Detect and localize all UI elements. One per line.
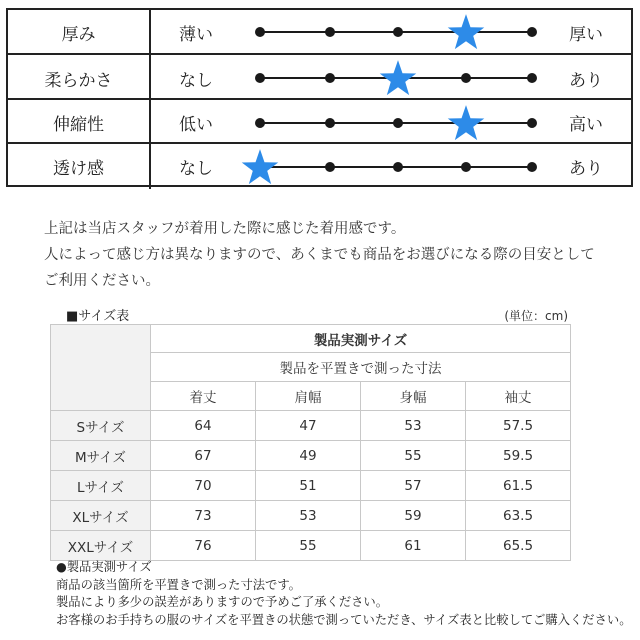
star-marker-icon: [379, 59, 417, 97]
feel-row-high-label: 厚い: [569, 24, 603, 45]
scale-dot: [461, 73, 471, 83]
size-row-label: Sサイズ: [51, 411, 151, 441]
feel-row-label: 厚み: [8, 10, 151, 54]
scale-dot: [325, 73, 335, 83]
size-table-unit: (単位：cm): [504, 309, 568, 323]
scale-dot: [527, 162, 537, 172]
size-cell: 51: [256, 471, 361, 501]
size-cell: 59: [361, 501, 466, 531]
size-cell: 61: [361, 531, 466, 561]
feel-row-high-label: 高い: [569, 115, 603, 135]
star-marker-icon: [447, 13, 485, 51]
size-table-heading: ■サイズ表: [66, 309, 130, 324]
feel-row: [8, 53, 631, 101]
feel-scale: [248, 100, 548, 145]
feel-row-label: 透け感: [8, 144, 151, 189]
size-column-header: 袖丈: [466, 382, 571, 411]
size-row-label: Lサイズ: [51, 471, 151, 501]
size-cell: 63.5: [466, 501, 571, 531]
size-table-subtitle: 製品を平置きで測った寸法: [151, 353, 571, 382]
footnotes: [56, 559, 632, 629]
size-cell: 65.5: [466, 531, 571, 561]
size-cell: 70: [151, 471, 256, 501]
feel-row-low-label: なし: [179, 70, 213, 91]
footnote-line: 製品により多少の誤差がありますので予めご了承ください。: [56, 595, 389, 609]
wear-feel-note: [44, 216, 624, 294]
size-cell: 55: [256, 531, 361, 561]
feel-row-low-label: 薄い: [179, 24, 213, 45]
size-cell: 57.5: [466, 411, 571, 441]
feel-row-high-label: あり: [569, 70, 603, 91]
scale-dot: [527, 27, 537, 37]
size-table: [50, 324, 571, 561]
feel-row: [8, 98, 631, 145]
scale-dot: [325, 27, 335, 37]
size-cell: 61.5: [466, 471, 571, 501]
feel-row-low-label: 低い: [179, 115, 213, 135]
size-cell: 53: [256, 501, 361, 531]
size-cell: 59.5: [466, 441, 571, 471]
feel-scale: [248, 10, 548, 54]
scale-dot: [461, 162, 471, 172]
feel-row-high-label: あり: [569, 159, 603, 179]
scale-dot: [325, 118, 335, 128]
scale-dot: [393, 118, 403, 128]
star-marker-icon: [447, 104, 485, 142]
size-row-label: Mサイズ: [51, 441, 151, 471]
table-row: [51, 501, 571, 531]
footnote-line: ●製品実測サイズ: [56, 560, 152, 574]
table-row: [51, 411, 571, 441]
size-column-header: 着丈: [151, 382, 256, 411]
size-cell: 67: [151, 441, 256, 471]
scale-dot: [255, 27, 265, 37]
size-cell: 76: [151, 531, 256, 561]
feel-row: [8, 10, 631, 54]
size-row-label: XLサイズ: [51, 501, 151, 531]
table-row: [51, 441, 571, 471]
feel-table: [6, 8, 633, 187]
scale-dot: [527, 118, 537, 128]
size-cell: 47: [256, 411, 361, 441]
size-cell: 53: [361, 411, 466, 441]
scale-dot: [393, 162, 403, 172]
size-column-header: 肩幅: [256, 382, 361, 411]
size-row-label: XXLサイズ: [51, 531, 151, 561]
star-marker-icon: [241, 148, 279, 186]
feel-scale: [248, 144, 548, 189]
scale-dot: [325, 162, 335, 172]
table-row: [51, 471, 571, 501]
note-line: ご利用ください。: [44, 273, 160, 289]
feel-row: [8, 142, 631, 189]
size-column-header: 身幅: [361, 382, 466, 411]
scale-dot: [527, 73, 537, 83]
scale-dot: [393, 27, 403, 37]
size-cell: 55: [361, 441, 466, 471]
size-table-title: 製品実測サイズ: [151, 325, 571, 353]
note-line: 人によって感じ方は異なりますので、あくまでも商品をお選びになる際の目安として: [44, 247, 595, 263]
size-cell: 73: [151, 501, 256, 531]
footnote-line: お客様のお手持ちの服のサイズを平置きの状態で測っていただき、サイズ表と比較してご購入ください。: [56, 612, 632, 627]
feel-scale: [248, 55, 548, 101]
note-line: 上記は当店スタッフが着用した際に感じた着用感です。: [44, 221, 406, 237]
feel-row-label: 伸縮性: [8, 100, 151, 145]
size-cell: 64: [151, 411, 256, 441]
size-cell: 49: [256, 441, 361, 471]
size-cell: 57: [361, 471, 466, 501]
feel-row-low-label: なし: [179, 159, 213, 179]
size-table-corner: [51, 325, 151, 411]
table-row: [51, 531, 571, 561]
feel-row-label: 柔らかさ: [8, 55, 151, 101]
scale-dot: [255, 118, 265, 128]
footnote-line: 商品の該当箇所を平置きで測った寸法です。: [56, 577, 301, 592]
scale-dot: [255, 73, 265, 83]
